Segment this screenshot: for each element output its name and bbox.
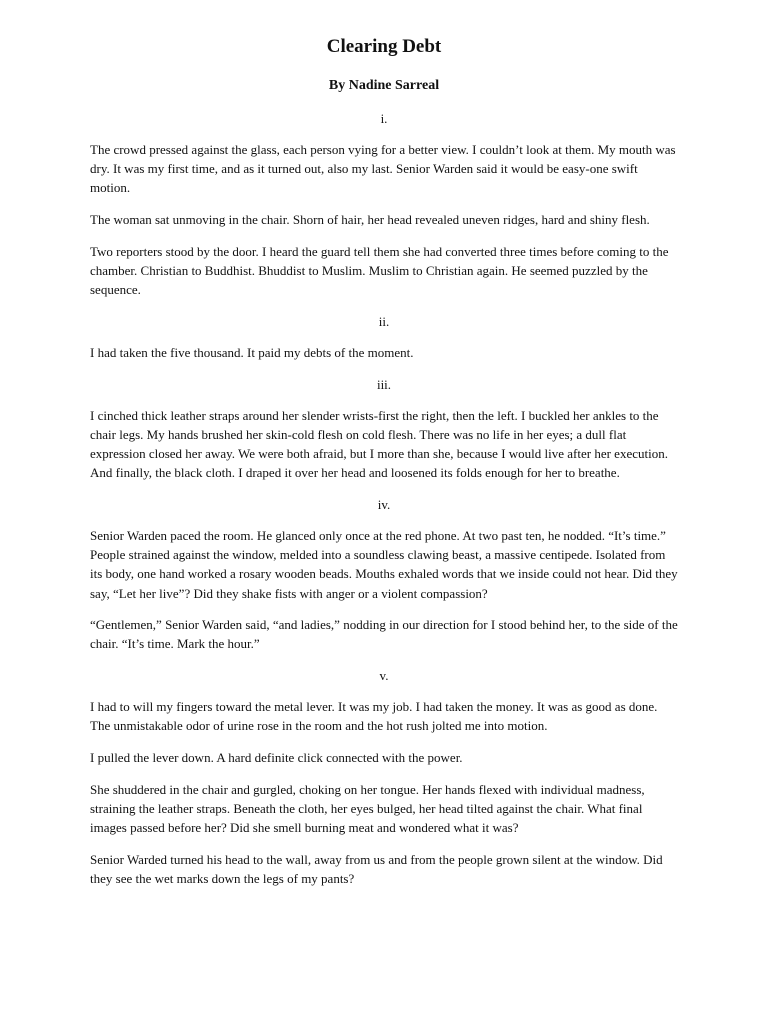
paragraph: The crowd pressed against the glass, each person vying for a better view. I couldn’t look at them. My mouth was dry. It was my first time, and as it turned out, also my last. Senior Warden said it would be easy-one swift motion. <box>90 142 676 196</box>
section-numeral: iv. <box>377 496 391 512</box>
section-numeral: i. <box>380 111 388 126</box>
section-4 <box>90 495 678 654</box>
paragraph: I cinched thick leather straps around her slender wrists-first the right, then the left. I buckled her ankles to the chair legs. My hands brushed her skin-cold flesh on cold flesh. There was no life in her eyes; a dull flat expression closed her away. We were both afraid, but I more than she, because I would live after her execution. And finally, the black cloth. I draped it over her head and loosened its folds enough for her to breathe. <box>90 407 668 481</box>
section-3 <box>90 375 678 483</box>
section-2 <box>90 312 678 362</box>
author-byline: By Nadine Sarreal <box>328 78 440 93</box>
paragraph: “Gentlemen,” Senior Warden said, “and ladies,” nodding in our direction for I stood behind her, to the side of the chair. “It’s time. Mark the hour.” <box>90 617 678 652</box>
paragraph: I had to will my fingers toward the metal lever. It was my job. I had taken the money. It was as good as done. The unmistakable odor of urine rose in the room and the hot rush jolted me into motion. <box>90 699 658 734</box>
section-1 <box>90 109 678 299</box>
paragraph: She shuddered in the chair and gurgled, choking on her tongue. Her hands flexed with individual madness, straining the leather straps. Beneath the cloth, her eyes bulged, her head tilted against the chair. What final images passed before her? Did she smell burning meat and wondered what it was? <box>90 781 645 836</box>
paragraph: The woman sat unmoving in the chair. Shorn of hair, her head revealed uneven ridges, hard and shiny flesh. <box>90 212 650 228</box>
paragraph: I had taken the five thousand. It paid my debts of the moment. <box>90 344 414 360</box>
paragraph: Senior Warded turned his head to the wall, away from us and from the people grown silent at the window. Did they see the wet marks down the legs of my pants? <box>90 851 663 887</box>
paragraph: Two reporters stood by the door. I heard the guard tell them she had converted three times before coming to the chamber. Christian to Buddhist. Bhuddist to Muslim. Muslim to Christian again. He seemed puzzled by the sequence. <box>90 243 669 298</box>
document-title: Clearing Debt <box>326 36 442 57</box>
paragraph: Senior Warden paced the room. He glanced only once at the red phone. At two past ten, he nodded. “It’s time.” People strained against the window, melded into a soundless clawing beast, a massive centipede. Isolated from its body, one hand worked a rosary wooden beads. Mouths exhaled words that we inside could not hear. Did they say, “Let her live”? Did they shake fists with anger or a violent compassion? <box>90 527 678 601</box>
section-numeral: v. <box>379 668 389 684</box>
paragraph: I pulled the lever down. A hard definite click connected with the power. <box>90 750 463 766</box>
section-numeral: ii. <box>378 313 390 329</box>
section-5 <box>90 666 678 888</box>
section-numeral: iii. <box>376 376 392 392</box>
